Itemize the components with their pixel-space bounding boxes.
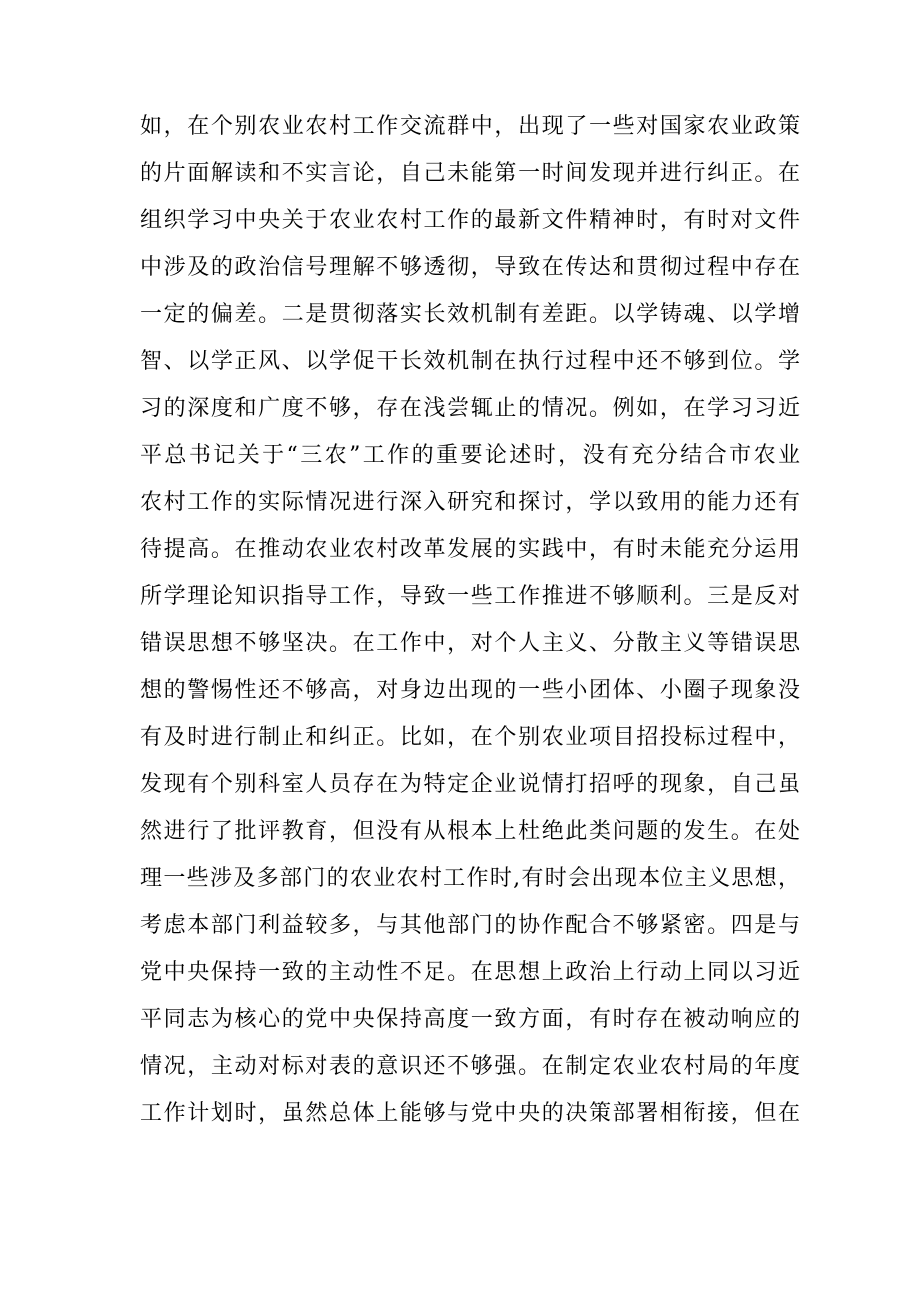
text-line: 党中央保持一致的主动性不足。在思想上政治上行动上同以习近 [140, 960, 800, 985]
text-line: 智、以学正风、以学促干长效机制在执行过程中还不够到位。学 [140, 349, 800, 374]
text-line: 然进行了批评教育，但没有从根本上杜绝此类问题的发生。在处 [140, 819, 800, 844]
text-line: 考虑本部门利益较多，与其他部门的协作配合不够紧密。四是与 [140, 913, 800, 938]
text-line: 想的警惕性还不够高，对身边出现的一些小团体、小圈子现象没 [140, 678, 800, 703]
text-line: 习的深度和广度不够，存在浅尝辄止的情况。例如，在学习习近 [140, 396, 800, 421]
text-line: 工作计划时，虽然总体上能够与党中央的决策部署相衔接，但在 [140, 1101, 800, 1126]
text-line: 平总书记关于“三农”工作的重要论述时，没有充分结合市农业 [140, 443, 800, 468]
text-line: 组织学习中央关于农业农村工作的最新文件精神时，有时对文件 [140, 208, 800, 233]
text-line: 情况，主动对标对表的意识还不够强。在制定农业农村局的年度 [140, 1054, 800, 1079]
text-line: 中涉及的政治信号理解不够透彻，导致在传达和贯彻过程中存在 [140, 255, 800, 280]
body-text [140, 103, 800, 1137]
text-line: 一定的偏差。二是贯彻落实长效机制有差距。以学铸魂、以学增 [140, 302, 800, 327]
text-line: 农村工作的实际情况进行深入研究和探讨，学以致用的能力还有 [140, 490, 800, 515]
text-line: 平同志为核心的党中央保持高度一致方面，有时存在被动响应的 [140, 1007, 800, 1032]
text-line: 错误思想不够坚决。在工作中，对个人主义、分散主义等错误思 [140, 631, 800, 656]
text-line: 发现有个别科室人员存在为特定企业说情打招呼的现象，自己虽 [140, 772, 800, 797]
text-line: 理一些涉及多部门的农业农村工作时,有时会出现本位主义思想， [140, 866, 800, 891]
text-line: 所学理论知识指导工作，导致一些工作推进不够顺利。三是反对 [140, 584, 800, 609]
text-line: 的片面解读和不实言论，自己未能第一时间发现并进行纠正。在 [140, 161, 800, 186]
text-line: 待提高。在推动农业农村改革发展的实践中，有时未能充分运用 [140, 537, 800, 562]
text-line: 有及时进行制止和纠正。比如，在个别农业项目招投标过程中， [140, 725, 800, 750]
text-line: 如，在个别农业农村工作交流群中，出现了一些对国家农业政策 [140, 114, 800, 139]
